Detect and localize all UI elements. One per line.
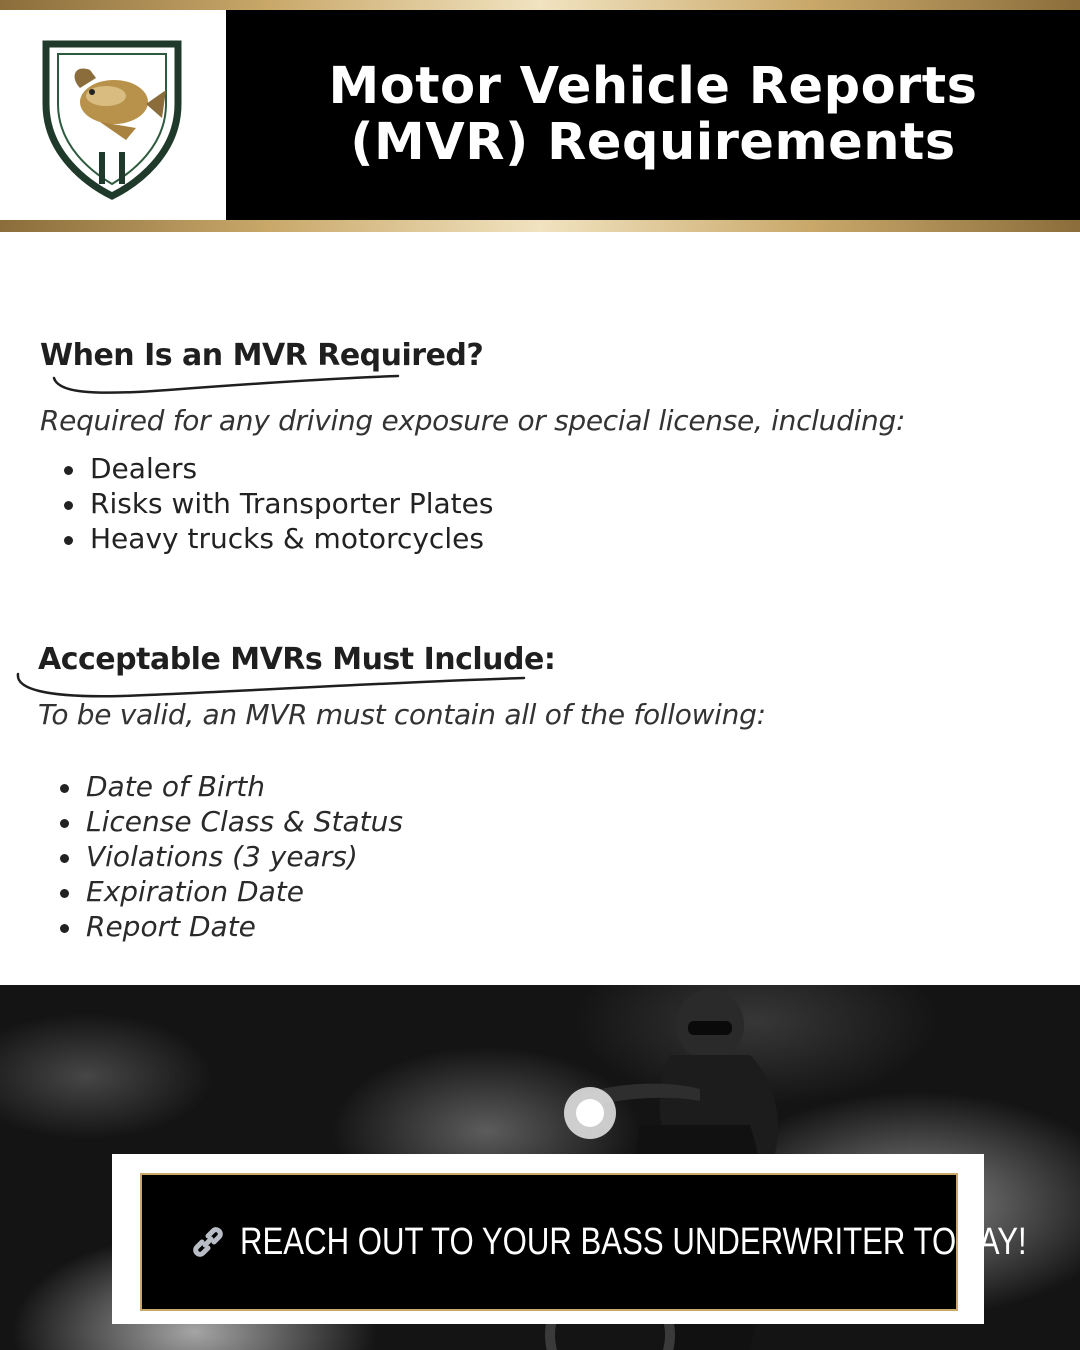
page-title-line-1: Motor Vehicle Reports [328,57,978,116]
list-item: Violations (3 years) [58,839,403,874]
list-item: Risks with Transporter Plates [62,486,493,521]
page-title-line-2: (MVR) Requirements [350,113,956,172]
section-1-list [62,451,493,556]
section-1-heading: When Is an MVR Required? [40,338,484,373]
bass-fish-shield-icon [36,34,188,200]
logo-panel [0,10,226,220]
title-panel [226,10,1080,220]
section-1-intro: Required for any driving exposure or special license, including: [40,404,906,437]
list-item: Dealers [62,451,493,486]
cta-label: REACH OUT TO YOUR BASS UNDERWRITER TODAY! [240,1220,1027,1263]
list-item: Date of Birth [58,769,403,804]
section-2-intro: To be valid, an MVR must contain all of the following: [38,698,766,731]
header-gold-top-bar [0,0,1080,10]
list-item: License Class & Status [58,804,403,839]
list-item: Heavy trucks & motorcycles [62,521,493,556]
section-1-underline-swoosh [48,368,408,398]
list-item: Report Date [58,909,403,944]
section-2-heading: Acceptable MVRs Must Include: [38,642,556,677]
link-icon [188,1222,228,1262]
cta-button[interactable] [140,1173,1027,1311]
list-item: Expiration Date [58,874,403,909]
section-2-list [58,769,403,944]
header-gold-bottom-bar [0,220,1080,232]
